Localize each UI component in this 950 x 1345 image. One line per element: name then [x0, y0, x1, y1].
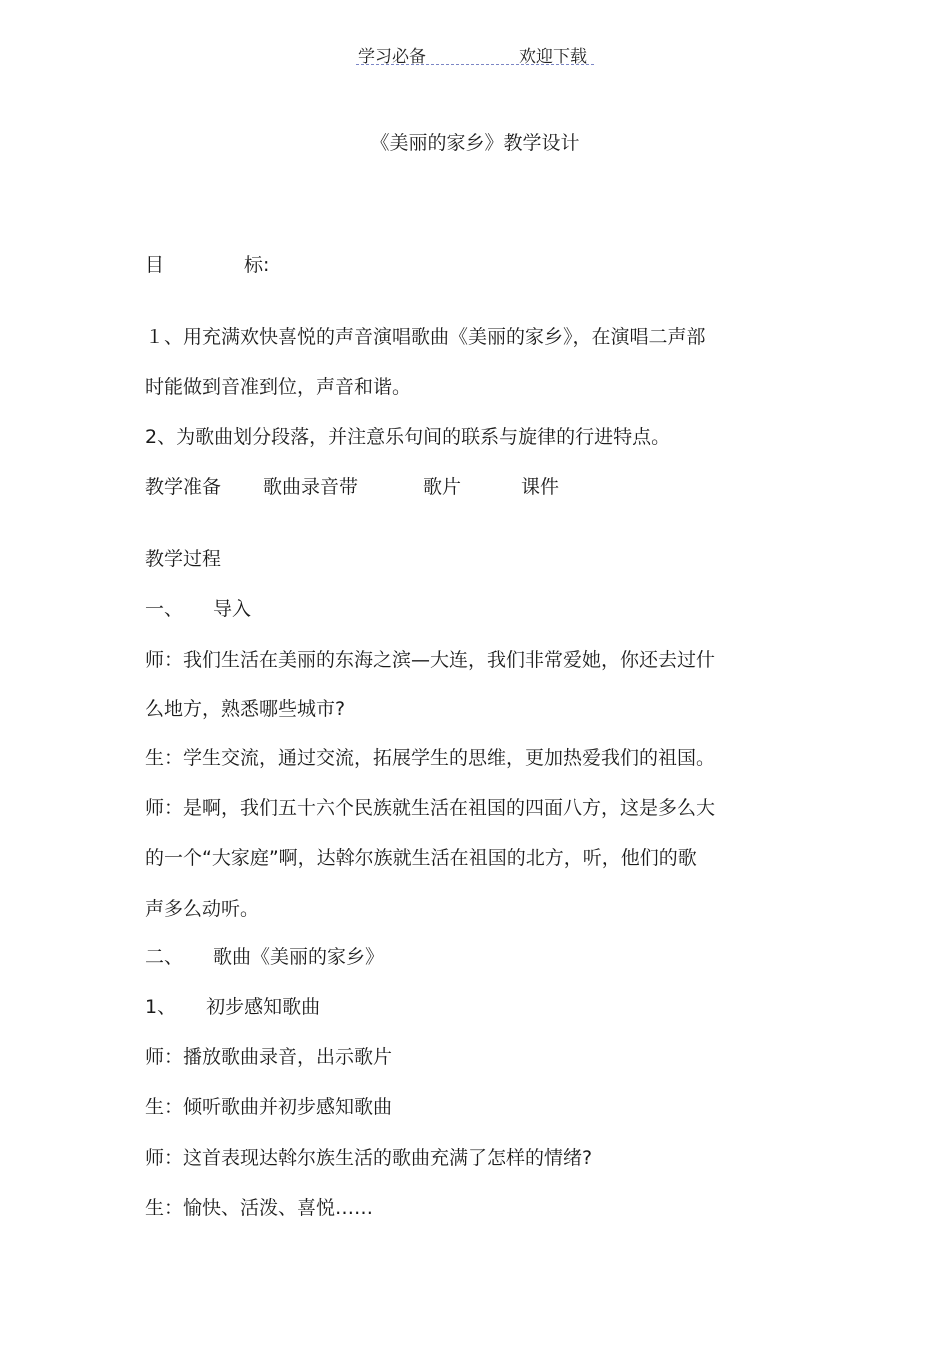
- section-2-heading: [145, 945, 384, 969]
- goal-line-1: １、用充满欢快喜悦的声音演唱歌曲《美丽的家乡》，在演唱二声部: [145, 326, 706, 348]
- page-header: [356, 40, 594, 65]
- section-2-line: 生：倾听歌曲并初步感知歌曲: [145, 1096, 393, 1118]
- prep-item-2: 歌片: [423, 476, 462, 498]
- goal-line-2: 时能做到音准到位，声音和谐。: [145, 376, 412, 398]
- section-1-line: 的一个“大家庭”啊，达斡尔族就生活在祖国的北方，听，他们的歌: [145, 847, 697, 869]
- section-2-line: 师：播放歌曲录音，出示歌片: [145, 1046, 393, 1068]
- section-1-line: 么地方，熟悉哪些城市?: [145, 698, 346, 720]
- section-2-line: 生：愉快、活泼、喜悦……: [145, 1197, 374, 1219]
- subsection-1-heading: [145, 995, 320, 1019]
- subsection-1-number: 1、: [145, 996, 177, 1018]
- prep-item-3: 课件: [521, 476, 560, 498]
- header-right-text: 欢迎下载: [519, 47, 587, 67]
- subsection-1-title: 初步感知歌曲: [206, 996, 321, 1018]
- section-1-number: 一、: [145, 598, 184, 620]
- goal-line-3: 2、为歌曲划分段落，并注意乐句间的联系与旋律的行进特点。: [145, 426, 671, 448]
- goal-heading: [145, 253, 269, 277]
- section-1-line: 师：是啊，我们五十六个民族就生活在祖国的四面八方，这是多么大: [145, 797, 716, 819]
- section-1-title: 导入: [213, 598, 252, 620]
- section-1-line: 声多么动听。: [145, 898, 260, 920]
- section-2-line: 师：这首表现达斡尔族生活的歌曲充满了怎样的情绪?: [145, 1147, 593, 1169]
- document-title: 《美丽的家乡》教学设计: [370, 132, 580, 154]
- section-1-heading: [145, 597, 251, 621]
- prep-line: [145, 475, 559, 499]
- header-left-text: 学习必备: [358, 47, 426, 67]
- section-2-title: 歌曲《美丽的家乡》: [213, 946, 385, 968]
- section-1-line: 师：我们生活在美丽的东海之滨—大连，我们非常爱她，你还去过什: [145, 649, 716, 671]
- prep-label: 教学准备: [145, 476, 222, 498]
- goal-label-b: 标:: [244, 254, 270, 276]
- process-heading: 教学过程: [145, 548, 222, 570]
- section-2-number: 二、: [145, 946, 184, 968]
- goal-label-a: 目: [145, 254, 165, 276]
- section-1-line: 生：学生交流，通过交流，拓展学生的思维，更加热爱我们的祖国。: [145, 747, 716, 769]
- prep-item-1: 歌曲录音带: [263, 476, 359, 498]
